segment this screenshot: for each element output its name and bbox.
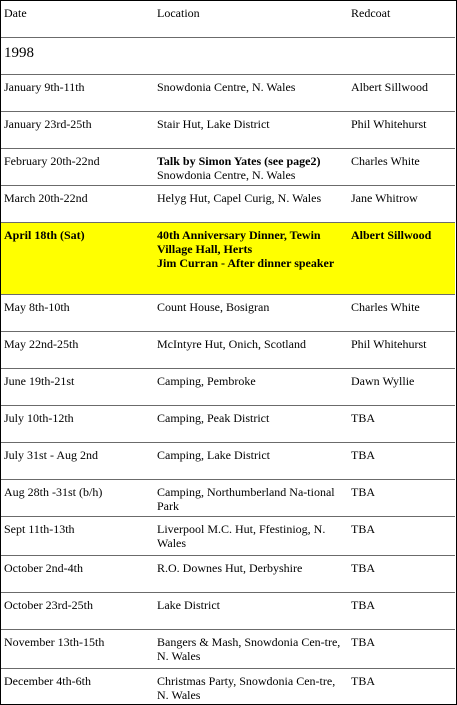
table-row — [1, 668, 455, 705]
table-row — [1, 111, 455, 148]
row-redcoat: TBA — [348, 479, 455, 516]
table-row — [1, 442, 455, 479]
row-date: January 23rd-25th — [1, 111, 154, 148]
row-location: Count House, Bosigran — [154, 294, 348, 331]
row-redcoat: Jane Whitrow — [348, 185, 455, 222]
dinner-speaker: Jim Curran - After dinner speaker — [157, 255, 335, 270]
row-redcoat: TBA — [348, 629, 455, 668]
table-row — [1, 148, 455, 185]
row-date: April 18th (Sat) — [1, 222, 154, 294]
table-row — [1, 516, 455, 555]
row-location: Liverpool M.C. Hut, Ffestiniog, N. Wales — [154, 516, 348, 555]
row-date: Sept 11th-13th — [1, 516, 154, 555]
row-redcoat: Phil Whitehurst — [348, 111, 455, 148]
header-row — [1, 1, 455, 37]
row-redcoat: TBA — [348, 405, 455, 442]
row-redcoat: Charles White — [348, 148, 455, 185]
meets-table — [1, 1, 455, 705]
row-redcoat: Phil Whitehurst — [348, 331, 455, 368]
row-redcoat: TBA — [351, 673, 375, 688]
row-date: Aug 28th -31st (b/h) — [1, 479, 154, 516]
table-row — [1, 629, 455, 668]
row-location: McIntyre Hut, Onich, Scotland — [154, 331, 348, 368]
row-date: July 10th-12th — [1, 405, 154, 442]
table-row — [1, 74, 455, 111]
header-redcoat: Redcoat — [348, 1, 455, 37]
row-location-venue: Snowdonia Centre, N. Wales — [157, 167, 296, 182]
header-date: Date — [1, 1, 154, 37]
row-redcoat: TBA — [348, 516, 455, 555]
row-date: December 4th-6th — [4, 673, 91, 688]
table-row — [1, 592, 455, 629]
table-row — [1, 185, 455, 222]
row-location: Lake District — [154, 592, 348, 629]
table-row — [1, 479, 455, 516]
row-location: Bangers & Mash, Snowdonia Cen-tre, N. Wales — [154, 629, 348, 668]
row-location — [154, 148, 348, 185]
row-location — [154, 222, 348, 294]
row-date: May 8th-10th — [1, 294, 154, 331]
table-row — [1, 555, 455, 592]
talk-announcement: Talk by Simon Yates (see page2) — [157, 153, 321, 168]
highlighted-row — [1, 222, 455, 294]
row-date: October 23rd-25th — [1, 592, 154, 629]
row-redcoat: Charles White — [348, 294, 455, 331]
row-date: January 9th-11th — [1, 74, 154, 111]
row-date: October 2nd-4th — [1, 555, 154, 592]
row-redcoat: Albert Sillwood — [348, 74, 455, 111]
header-location: Location — [154, 1, 348, 37]
row-date: March 20th-22nd — [1, 185, 154, 222]
row-redcoat: Albert Sillwood — [348, 222, 455, 294]
row-location: Camping, Lake District — [154, 442, 348, 479]
row-date: February 20th-22nd — [1, 148, 154, 185]
row-location: Camping, Peak District — [154, 405, 348, 442]
row-location: Christmas Party, Snowdonia Cen-tre, N. Wales — [157, 673, 336, 702]
row-date: May 22nd-25th — [1, 331, 154, 368]
row-redcoat: Dawn Wyllie — [348, 368, 455, 405]
row-redcoat: TBA — [348, 442, 455, 479]
table-row — [1, 405, 455, 442]
row-location: Camping, Northumberland Na-tional Park — [154, 479, 348, 516]
row-redcoat: TBA — [348, 592, 455, 629]
row-redcoat: TBA — [348, 555, 455, 592]
row-location: Snowdonia Centre, N. Wales — [154, 74, 348, 111]
row-date: June 19th-21st — [1, 368, 154, 405]
anniversary-dinner: 40th Anniversary Dinner, Tewin Village Hall, Herts — [157, 227, 321, 256]
year-label: 1998 — [1, 37, 154, 74]
table-row — [1, 368, 455, 405]
year-row — [1, 37, 455, 74]
row-location: Helyg Hut, Capel Curig, N. Wales — [154, 185, 348, 222]
row-date: July 31st - Aug 2nd — [1, 442, 154, 479]
table-row — [1, 294, 455, 331]
table-row — [1, 331, 455, 368]
row-location: Camping, Pembroke — [154, 368, 348, 405]
row-location: Stair Hut, Lake District — [154, 111, 348, 148]
row-location: R.O. Downes Hut, Derbyshire — [154, 555, 348, 592]
row-date: November 13th-15th — [1, 629, 154, 668]
